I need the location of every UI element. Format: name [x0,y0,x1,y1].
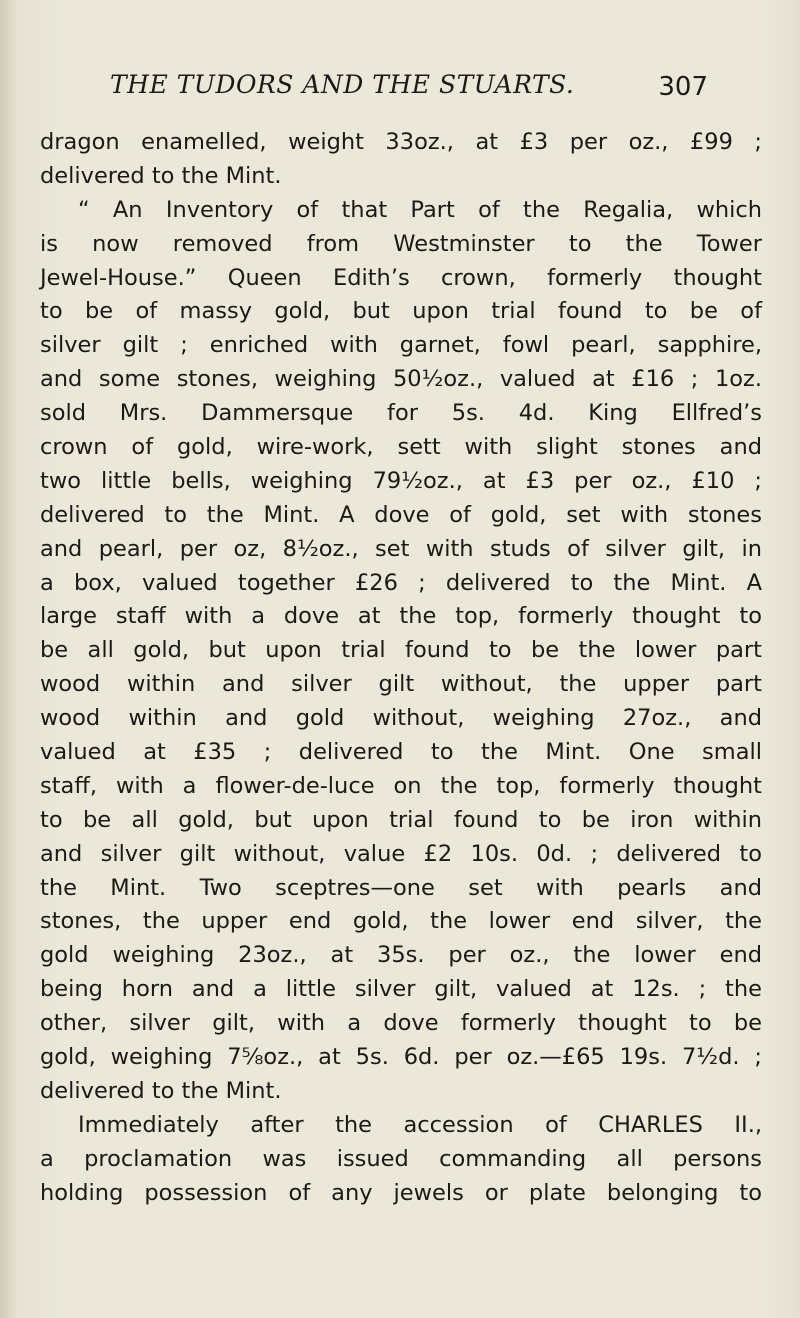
text-line: gold, weighing 7⅝oz., at 5s. 6d. per oz.—£65 19s. 7½d. ; [40,1044,762,1071]
text-line: crown of gold, wire-work, sett with slight stones and [40,434,762,461]
text-line: be all gold, but upon trial found to be the lower part [40,637,762,664]
text-line: the Mint. Two sceptres—one set with pearls and [40,874,762,901]
text-line: silver gilt ; enriched with garnet, fowl pearl, sapphire, [40,332,762,359]
running-title: THE TUDORS AND THE STUARTS. [110,70,575,99]
page-number: 307 [658,72,708,102]
text-line: delivered to the Mint. A dove of gold, set with stones [40,501,762,528]
text-line: delivered to the Mint. [40,162,282,189]
text-line: other, silver gilt, with a dove formerly thought to be [40,1010,762,1037]
text-line: dragon enamelled, weight 33oz., at £3 per oz., £99 ; [40,129,762,155]
text-line: a box, valued together £26 ; delivered to the Mint. A [40,569,762,596]
text-line: to be all gold, but upon trial found to be iron within [40,806,762,833]
text-line: being horn and a little silver gilt, valued at 12s. ; the [40,976,762,1003]
text-line: and some stones, weighing 50½oz., valued at £16 ; 1oz. [40,366,762,393]
text-line: Immediately after the accession of CHARLES II., [78,1111,762,1138]
text-line: wood within and gold without, weighing 27oz., and [40,705,762,732]
text-line: is now removed from Westminster to the Tower [40,230,762,257]
text-line: and silver gilt without, value £2 10s. 0d. ; delivered to [40,840,762,867]
text-line: wood within and silver gilt without, the upper part [40,671,762,698]
text-line: holding possession of any jewels or plate belonging to [40,1179,762,1206]
text-line: stones, the upper end gold, the lower end silver, the [40,908,762,935]
text-line: gold weighing 23oz., at 35s. per oz., the lower end [40,942,762,969]
text-line: to be of massy gold, but upon trial found to be of [40,298,762,325]
text-line: and pearl, per oz, 8½oz., set with studs of silver gilt, in [40,535,762,562]
text-line: “ An Inventory of that Part of the Regalia, which [78,196,762,223]
text-line: large staff with a dove at the top, formerly thought to [40,603,762,630]
text-line: Jewel-House.” Queen Edith’s crown, formerly thought [40,264,762,291]
text-line: a proclamation was issued commanding all persons [40,1145,762,1172]
text-line: valued at £35 ; delivered to the Mint. One small [40,739,762,766]
text-line: delivered to the Mint. [40,1077,282,1104]
running-header [110,70,708,110]
body-text [40,126,762,1211]
text-line: sold Mrs. Dammersque for 5s. 4d. King Ellfred’s [40,400,762,427]
text-line: staff, with a flower-de-luce on the top, formerly thought [40,772,762,799]
text-line: two little bells, weighing 79½oz., at £3 per oz., £10 ; [40,467,762,494]
